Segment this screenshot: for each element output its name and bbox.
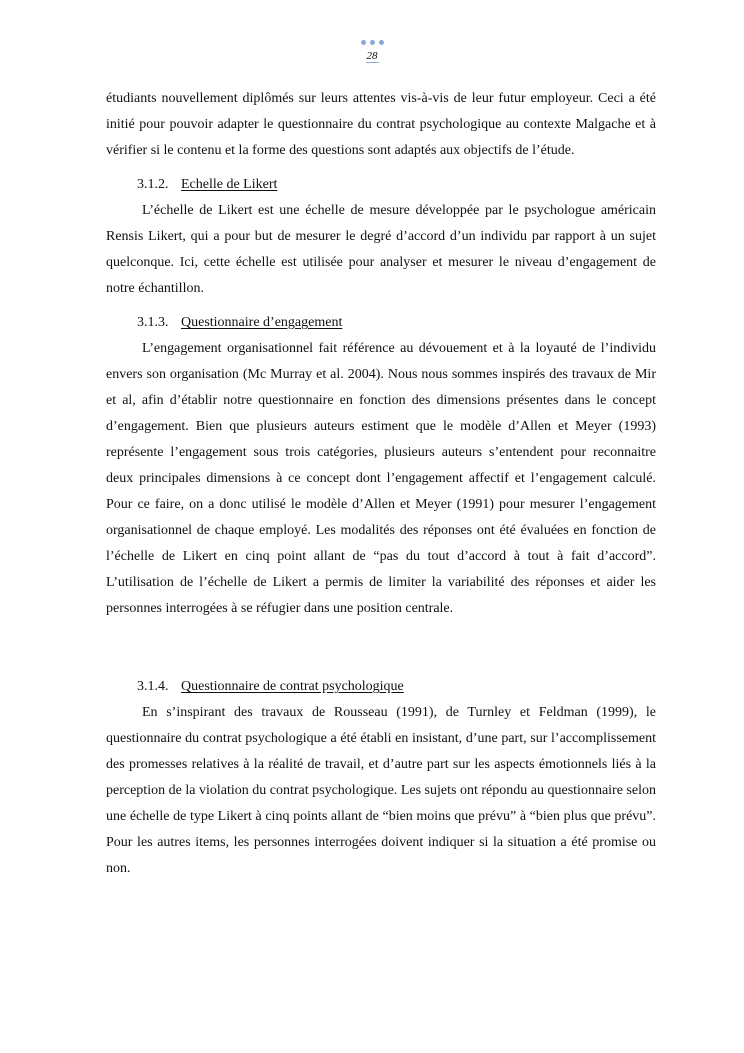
section-title: Questionnaire de contrat psychologique [181, 679, 404, 694]
section-paragraph-engagement: L’engagement organisationnel fait référence au dévouement et à la loyauté de l’individu envers son organisation (Mc Murray et al. 2004). Nous nous sommes inspirés des travaux de Mir et al, afin d’établir notre questionnaire en fonction des dimensions présentes dans le concept d’engagement. Bien que plusieurs auteurs estiment que le modèle d’Allen et Meyer (1993) représente l’engagement sous trois catégories, plusieurs auteurs s’entendent pour reconnaitre deux principales dimensions à ce concept dont l’engagement affectif et l’engagement calculé. Pour ce faire, on a donc utilisé le modèle d’Allen et Meyer (1991) pour mesurer l’engagement organisationnel de chaque employé. Les modalités des réponses ont été évaluées en fonction de l’échelle de Likert en cinq point allant de “pas du tout d’accord à tout à fait d’accord”. L’utilisation de l’échelle de Likert a permis de limiter la variabilité des réponses et aider les personnes interrogées à se réfugier dans une position centrale. [106, 341, 656, 616]
header-dots-ornament [0, 38, 744, 46]
section-heading-engagement [106, 310, 656, 336]
dot-icon [379, 40, 384, 45]
page-number: 28 [366, 50, 378, 62]
dot-icon [370, 40, 375, 45]
section-title: Questionnaire d’engagement [181, 315, 343, 330]
section-number: 3.1.2. [137, 177, 169, 192]
document-body [106, 86, 656, 882]
page-header [0, 38, 744, 64]
section-title: Echelle de Likert [181, 177, 278, 192]
intro-paragraph: étudiants nouvellement diplômés sur leurs attentes vis-à-vis de leur futur employeur. Ceci a été initié pour pouvoir adapter le questionnaire du contrat psychologique au contexte Malgache et à vérifier si le contenu et la forme des questions sont adaptés aux objectifs de l’étude. [106, 91, 656, 158]
section-number: 3.1.4. [137, 679, 169, 694]
section-paragraph-contrat: En s’inspirant des travaux de Rousseau (1991), de Turnley et Feldman (1999), le questionnaire du contrat psychologique a été établi en insistant, d’une part, sur l’accomplissement des promesses relatives à la réalité de travail, et d’autre part sur les aspects émotionnels liés à la perception de la violation du contrat psychologique. Les sujets ont répondu au questionnaire selon une échelle de type Likert à cinq points allant de “bien moins que prévu” à “bien plus que prévu”. Pour les autres items, les personnes interrogées doivent indiquer si la situation a été promise ou non. [106, 705, 656, 876]
section-paragraph-likert: L’échelle de Likert est une échelle de mesure développée par le psychologue américain Rensis Likert, qui a pour but de mesurer le degré d’accord d’un individu par rapport à un sujet quelconque. Ici, cette échelle est utilisée pour analyser et mesurer le niveau d’engagement de notre échantillon. [106, 203, 656, 296]
section-number: 3.1.3. [137, 315, 169, 330]
dot-icon [361, 40, 366, 45]
section-heading-likert [106, 172, 656, 198]
section-heading-contrat [106, 674, 656, 700]
section-spacer [106, 622, 656, 666]
